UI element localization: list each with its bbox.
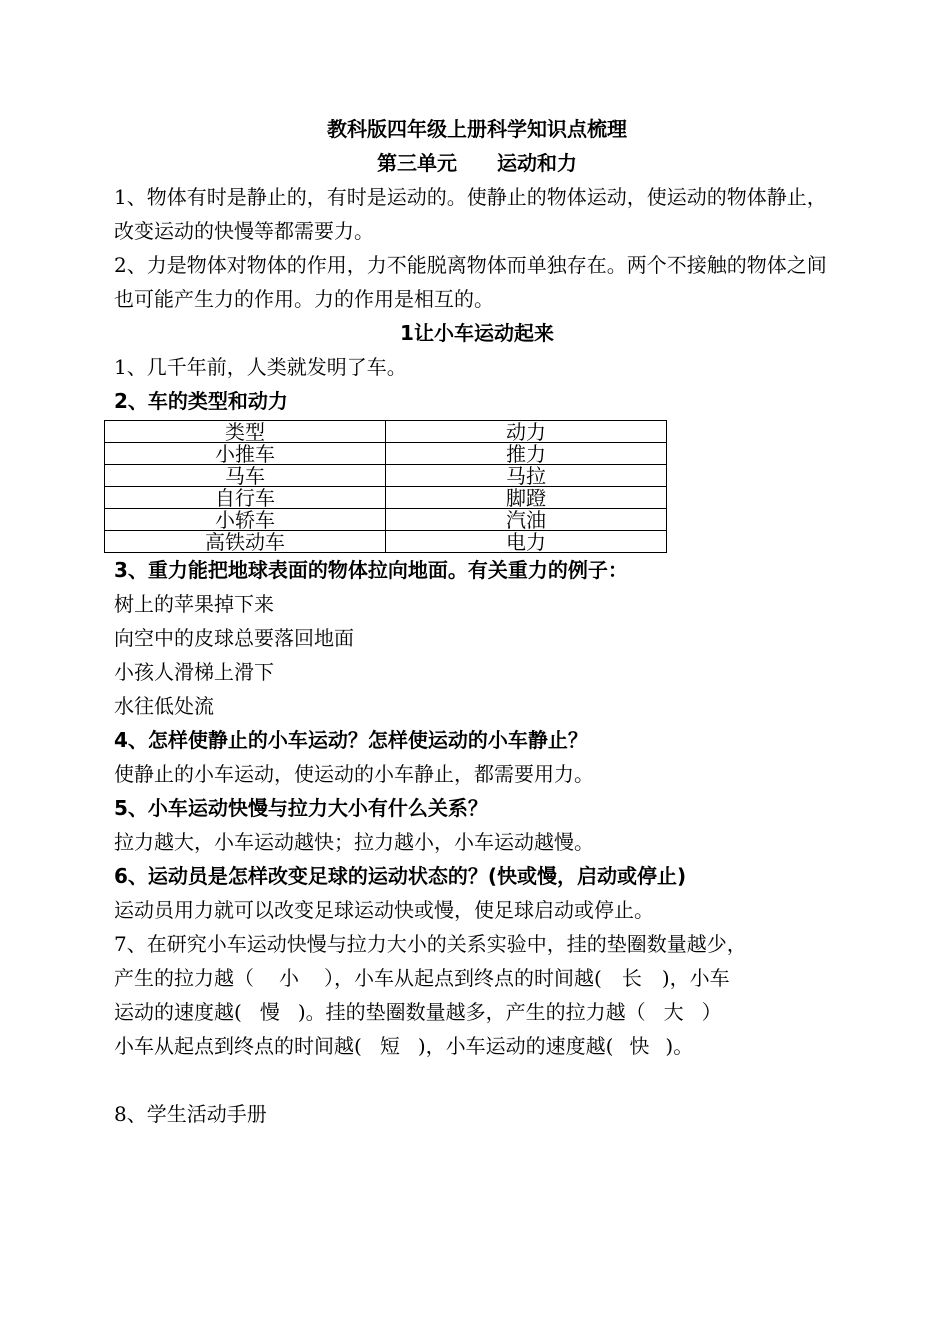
answer-4: 使静止的小车运动，使运动的小车静止，都需要用力。 [114, 762, 594, 786]
item-7-line-1: 7、在研究小车运动快慢与拉力大小的关系实验中，挂的垫圈数量越少， [114, 932, 747, 956]
table-cell: 小轿车 [105, 509, 386, 531]
vehicle-table [104, 420, 667, 553]
item-7-text: )。 [665, 1034, 694, 1058]
item-7-text: )，小车 [661, 966, 730, 990]
table-cell: 马拉 [386, 465, 667, 487]
table-cell: 自行车 [105, 487, 386, 509]
fill-blank-answer: 慢 [259, 1000, 280, 1024]
question-4: 4、怎样使静止的小车运动？怎样使运动的小车静止？ [114, 728, 588, 752]
table-cell: 电力 [386, 531, 667, 553]
table-cell: 推力 [386, 443, 667, 465]
table-cell: 脚蹬 [386, 487, 667, 509]
item-7-text: )。挂的垫圈数量越多，产生的拉力越（ [297, 1000, 646, 1024]
intro-paragraph-2: 2、力是物体对物体的作用，力不能脱离物体而单独存在。两个不接触的物体之间也可能产生力的作用。力的作用是相互的。 [114, 253, 827, 311]
table-header-row [105, 421, 667, 443]
item-1: 1、几千年前，人类就发明了车。 [114, 355, 407, 379]
table-header-cell: 动力 [386, 421, 667, 443]
item-7-text: 小车从起点到终点的时间越( [114, 1034, 362, 1058]
item-7-text: )，小车运动的速度越( [417, 1034, 614, 1058]
answer-5: 拉力越大，小车运动越快；拉力越小，小车运动越慢。 [114, 830, 594, 854]
item-7-text: 产生的拉力越（ [114, 966, 254, 990]
item-3-heading: 3、重力能把地球表面的物体拉向地面。有关重力的例子： [114, 558, 628, 582]
item-7-text: ） [701, 1000, 722, 1024]
lesson-title: 1让小车运动起来 [400, 321, 554, 345]
table-row [105, 531, 667, 553]
gravity-example: 水往低处流 [114, 694, 214, 718]
item-7-line-3 [114, 995, 840, 1029]
table-row [105, 509, 667, 531]
unit-heading [114, 146, 840, 180]
unit-name: 第三单元 [377, 151, 457, 175]
document-title: 教科版四年级上册科学知识点梳理 [327, 117, 627, 141]
table-header-cell: 类型 [105, 421, 386, 443]
item-8: 8、学生活动手册 [114, 1102, 267, 1126]
gravity-example: 向空中的皮球总要落回地面 [114, 626, 354, 650]
table-row [105, 443, 667, 465]
item-7-line-2 [114, 961, 840, 995]
document-page [114, 112, 840, 1131]
item-7-line-4 [114, 1029, 840, 1063]
item-7-text: 运动的速度越( [114, 1000, 242, 1024]
fill-blank-answer: 大 [663, 1000, 684, 1024]
unit-topic: 运动和力 [497, 151, 577, 175]
question-5: 5、小车运动快慢与拉力大小有什么关系？ [114, 796, 488, 820]
table-cell: 马车 [105, 465, 386, 487]
gravity-example: 小孩人滑梯上滑下 [114, 660, 274, 684]
intro-paragraph-1: 1、物体有时是静止的，有时是运动的。使静止的物体运动，使运动的物体静止，改变运动的快慢等都需要力。 [114, 185, 827, 243]
item-7-text: ），小车从起点到终点的时间越( [324, 966, 602, 990]
gravity-example: 树上的苹果掉下来 [114, 592, 274, 616]
answer-6: 运动员用力就可以改变足球运动快或慢，使足球启动或停止。 [114, 898, 654, 922]
table-cell: 小推车 [105, 443, 386, 465]
table-cell: 高铁动车 [105, 531, 386, 553]
question-6: 6、运动员是怎样改变足球的运动状态的？(快或慢，启动或停止) [114, 864, 687, 888]
fill-blank-answer: 快 [629, 1034, 650, 1058]
item-2-heading: 2、车的类型和动力 [114, 389, 288, 413]
table-row [105, 487, 667, 509]
table-row [105, 465, 667, 487]
fill-blank-answer: 小 [279, 966, 299, 990]
fill-blank-answer: 短 [379, 1034, 400, 1058]
fill-blank-answer: 长 [621, 966, 642, 990]
table-cell: 汽油 [386, 509, 667, 531]
